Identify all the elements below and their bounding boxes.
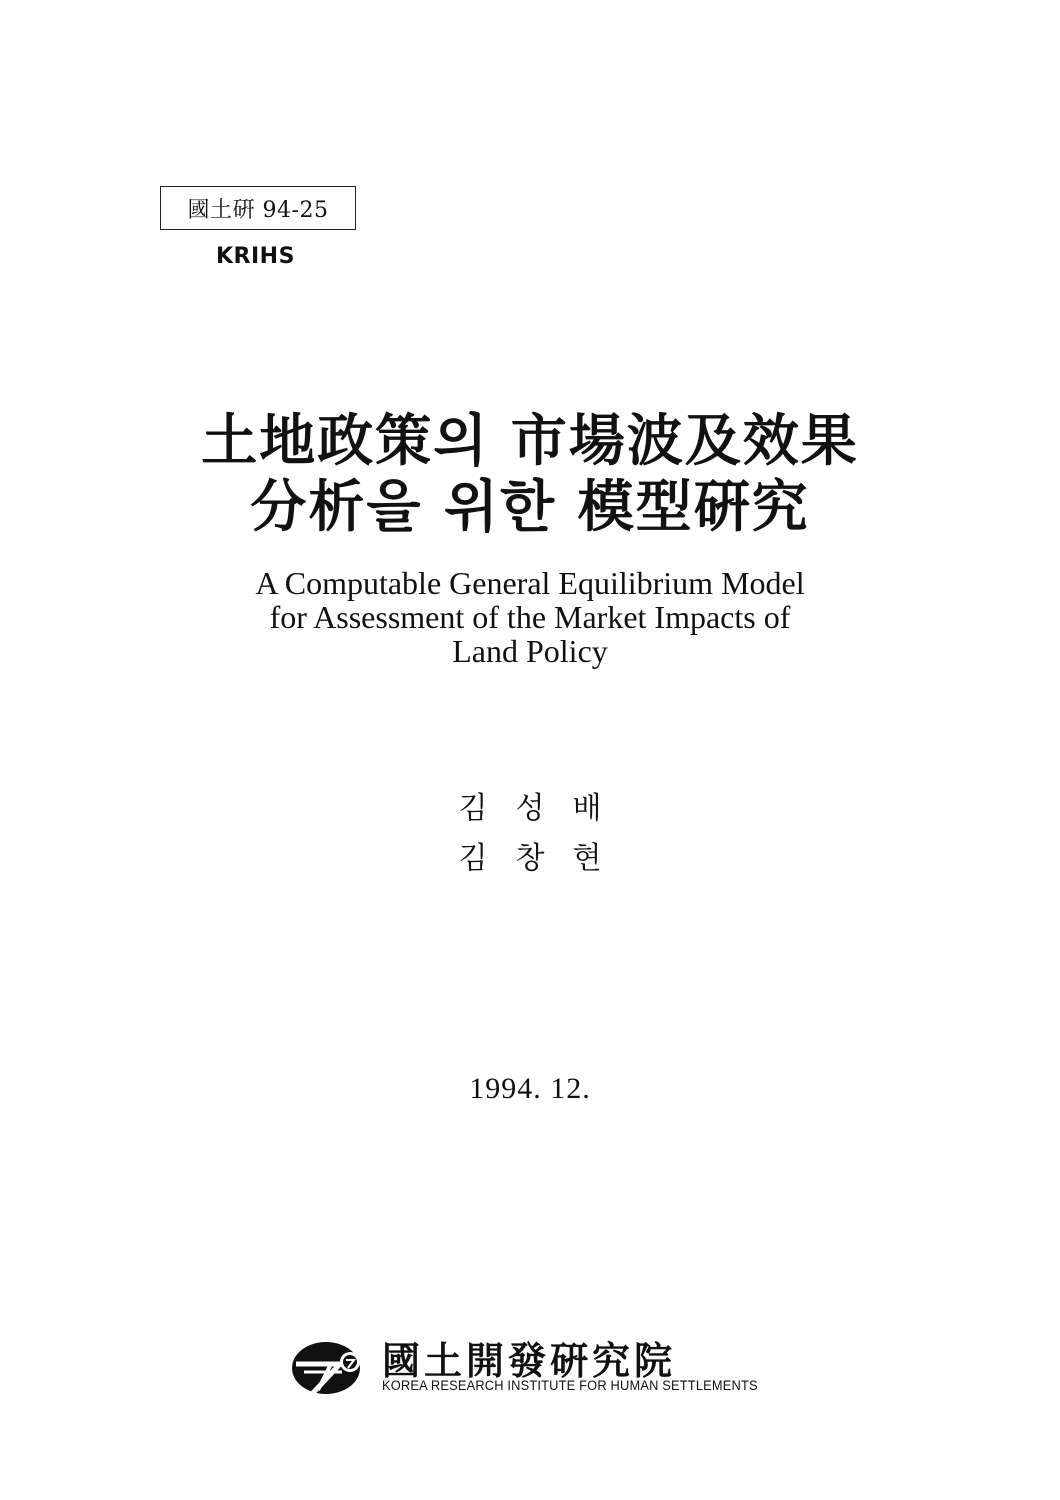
publisher-block bbox=[290, 1330, 770, 1400]
series-number-box bbox=[160, 186, 356, 230]
title-english bbox=[0, 566, 1060, 668]
publisher-name-english: KOREA RESEARCH INSTITUTE FOR HUMAN SETTLEMENTS bbox=[382, 1378, 758, 1393]
title-english-line-3: Land Policy bbox=[452, 633, 608, 669]
publication-date: 1994. 12. bbox=[469, 1072, 591, 1105]
publisher-name-korean: 國土開發硏究院 bbox=[382, 1338, 677, 1383]
title-korean-line-2: 分析을 위한 模型硏究 bbox=[250, 474, 810, 540]
author-list bbox=[0, 784, 1060, 884]
title-english-line-1: A Computable General Equilibrium Model bbox=[255, 565, 805, 601]
title-english-line-2: for Assessment of the Market Impacts of bbox=[269, 599, 791, 635]
title-korean-line-1: 土地政策의 市場波及效果 bbox=[201, 408, 859, 474]
series-number: 國土硏 94-25 bbox=[187, 197, 329, 223]
author-1: 김성배 bbox=[458, 791, 630, 826]
title-korean bbox=[0, 408, 1060, 540]
author-2: 김창현 bbox=[458, 841, 630, 876]
org-short-name: KRIHS bbox=[216, 244, 295, 269]
krihs-logo-icon bbox=[290, 1338, 366, 1396]
